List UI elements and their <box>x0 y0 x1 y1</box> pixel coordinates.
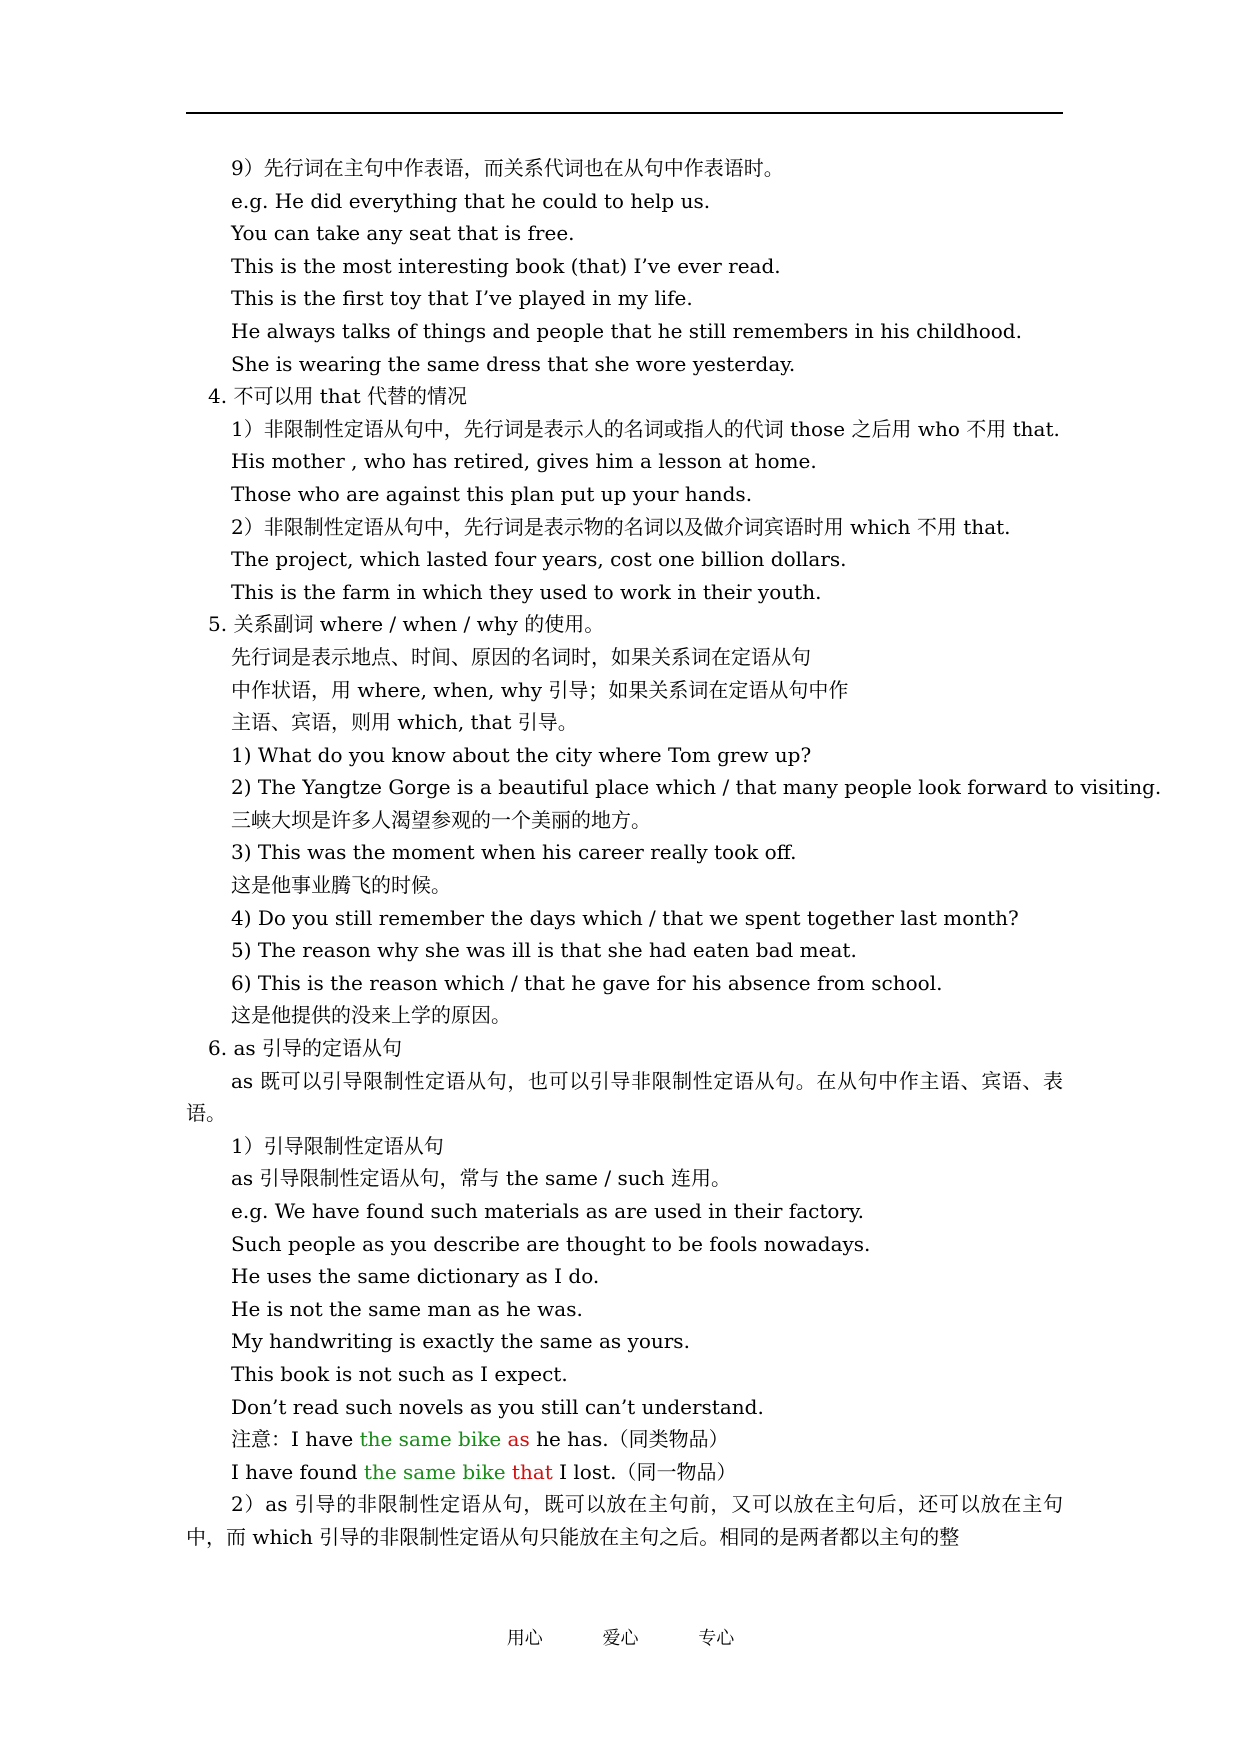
footer-word: 用心 <box>506 1628 543 1649</box>
subsection-heading: 1）引导限制性定语从句 <box>231 1133 444 1158</box>
example-sentence: He always talks of things and people that he still remembers in his childhood. <box>231 318 1022 343</box>
section-heading: 4. 不可以用 that 代替的情况 <box>208 384 468 409</box>
header-rule <box>186 112 1063 114</box>
example-sentence: You can take any seat that is free. <box>231 221 575 246</box>
paragraph: 中作状语，用 where, when, why 引导；如果关系词在定语从句中作 <box>231 677 849 702</box>
example-sentence: e.g. We have found such materials as are used in their factory. <box>231 1199 864 1223</box>
example-sentence: 4) Do you still remember the days which / that we spent together last month? <box>231 905 1019 930</box>
highlight-red: as <box>507 1427 530 1452</box>
highlight-red: that <box>511 1459 553 1484</box>
translation: 这是他提供的没来上学的原因。 <box>231 1003 511 1028</box>
translation: 这是他事业腾飞的时候。 <box>231 873 451 898</box>
paragraph: 主语、宾语，则用 which, that 引导。 <box>231 710 578 735</box>
example-sentence: Don’t read such novels as you still can’t understand. <box>231 1394 764 1419</box>
example-sentence: This is the farm in which they used to work in their youth. <box>231 579 822 604</box>
paragraph: 9）先行词在主句中作表语，而关系代词也在从句中作表语时。 <box>231 156 784 180</box>
paragraph: 2）as 引导的非限制性定语从句，既可以放在主句前，又可以放在主句后，还可以放在主句中，而 which 引导的非限制性定语从句只能放在主句之后。相同的是两者都以主句的整 <box>186 1492 1063 1549</box>
paragraph: as 既可以引导限制性定语从句，也可以引导非限制性定语从句。在从句中作主语、宾语、表语。 <box>186 1068 1063 1126</box>
section-heading: 5. 关系副词 where / when / why 的使用。 <box>208 612 605 637</box>
example-sentence: The project, which lasted four years, cost one billion dollars. <box>231 547 847 572</box>
example-sentence: She is wearing the same dress that she wore yesterday. <box>231 351 796 376</box>
example-sentence: e.g. He did everything that he could to help us. <box>231 188 711 213</box>
note-text: 注意：I have <box>231 1427 360 1452</box>
example-sentence: He is not the same man as he was. <box>231 1296 583 1321</box>
example-sentence: This is the first toy that I’ve played in my life. <box>231 286 693 311</box>
paragraph: 1）非限制性定语从句中，先行词是表示人的名词或指人的代词 those 之后用 who 不用 that. <box>231 416 1060 441</box>
paragraph: as 引导限制性定语从句，常与 the same / such 连用。 <box>231 1166 732 1191</box>
note-text: he has.（同类物品） <box>529 1427 729 1452</box>
paragraph: 2）非限制性定语从句中，先行词是表示物的名词以及做介词宾语时用 which 不用 that. <box>231 514 1011 539</box>
note-line <box>186 1423 1063 1456</box>
translation: 三峡大坝是许多人渴望参观的一个美丽的地方。 <box>231 807 651 832</box>
footer-word: 爱心 <box>602 1628 639 1649</box>
example-sentence: 5) The reason why she was ill is that she had eaten bad meat. <box>231 938 857 963</box>
paragraph: 先行词是表示地点、时间、原因的名词时，如果关系词在定语从句 <box>231 644 811 669</box>
document-body <box>186 152 1162 1554</box>
example-sentence: This is the most interesting book (that) I’ve ever read. <box>231 253 781 278</box>
example-sentence: 1) What do you know about the city where Tom grew up? <box>231 742 812 767</box>
note-text: I have found <box>231 1459 364 1484</box>
example-sentence: His mother , who has retired, gives him a lesson at home. <box>231 449 817 474</box>
example-sentence: 2) The Yangtze Gorge is a beautiful place which / that many people look forward to visiting. <box>231 775 1162 800</box>
section-heading: 6. as 引导的定语从句 <box>208 1036 402 1061</box>
note-line <box>186 1456 1063 1489</box>
footer-word: 专心 <box>698 1628 735 1649</box>
example-sentence: 6) This is the reason which / that he gave for his absence from school. <box>231 970 943 995</box>
example-sentence: Those who are against this plan put up your hands. <box>231 481 753 506</box>
example-sentence: My handwriting is exactly the same as yours. <box>231 1329 690 1354</box>
example-sentence: 3) This was the moment when his career really took off. <box>231 840 797 865</box>
page-footer <box>0 1624 1241 1650</box>
highlight-green: the same bike <box>363 1459 506 1484</box>
note-text: I lost.（同一物品） <box>552 1459 737 1484</box>
example-sentence: He uses the same dictionary as I do. <box>231 1264 600 1289</box>
example-sentence: Such people as you describe are thought to be fools nowadays. <box>231 1231 871 1256</box>
highlight-green: the same bike <box>359 1427 502 1452</box>
example-sentence: This book is not such as I expect. <box>231 1361 568 1386</box>
